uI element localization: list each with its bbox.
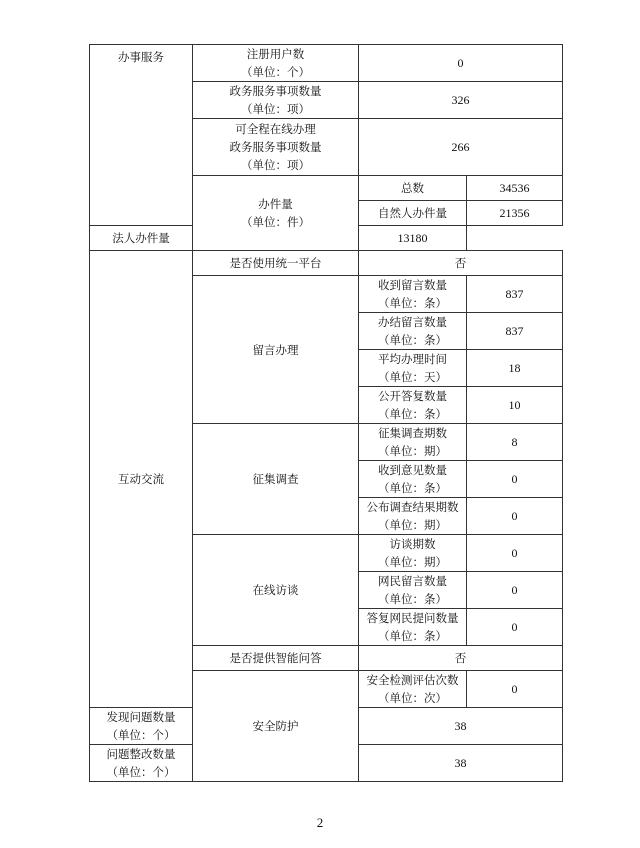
interview-metric-label bbox=[359, 609, 467, 646]
label-line: 公布调查结果期数 bbox=[366, 500, 459, 514]
survey-metric-label bbox=[359, 461, 467, 498]
interview-metric-label bbox=[359, 572, 467, 609]
message-metric-label bbox=[359, 276, 467, 313]
security-metric-value: 38 bbox=[359, 745, 563, 782]
label-line: 公开答复数量 bbox=[378, 389, 447, 403]
messages-label: 留言办理 bbox=[193, 276, 359, 424]
unit-line: （单位：个） bbox=[241, 65, 310, 79]
unit-line: （单位：条） bbox=[378, 592, 447, 606]
message-metric-value: 837 bbox=[467, 276, 563, 313]
handled-total-value: 34536 bbox=[467, 176, 563, 201]
label-line: 收到意见数量 bbox=[378, 463, 447, 477]
handled-label bbox=[193, 176, 359, 251]
message-metric-value: 10 bbox=[467, 387, 563, 424]
label-line: 安全检测评估次数 bbox=[366, 673, 459, 687]
unit-line: （单位：项） bbox=[241, 158, 310, 172]
message-metric-label bbox=[359, 350, 467, 387]
unit-line: （单位：项） bbox=[241, 102, 310, 116]
unit-line: （单位：件） bbox=[241, 215, 310, 229]
section-interaction bbox=[90, 251, 193, 708]
interview-label: 在线访谈 bbox=[193, 535, 359, 646]
security-metric-label bbox=[359, 671, 467, 708]
handled-total-label: 总数 bbox=[359, 176, 467, 201]
handled-person-value: 21356 bbox=[467, 201, 563, 226]
message-metric-label bbox=[359, 387, 467, 424]
label-line: 政务服务事项数量 bbox=[229, 84, 322, 98]
unit-line: （单位：期） bbox=[378, 518, 447, 532]
unit-line: （单位：条） bbox=[378, 407, 447, 421]
survey-metric-label bbox=[359, 424, 467, 461]
unit-line: （单位：次） bbox=[378, 691, 447, 705]
online-items-value: 266 bbox=[359, 119, 563, 176]
label-line: 办结留言数量 bbox=[378, 315, 447, 329]
section-service bbox=[90, 45, 193, 226]
smart-qa-label: 是否提供智能问答 bbox=[193, 646, 359, 671]
message-metric-value: 837 bbox=[467, 313, 563, 350]
message-metric-label bbox=[359, 313, 467, 350]
handled-legal-value: 13180 bbox=[359, 226, 467, 251]
service-items-value: 326 bbox=[359, 82, 563, 119]
online-items-label bbox=[193, 119, 359, 176]
label-line: 政务服务事项数量 bbox=[229, 140, 322, 154]
unit-line: （单位：天） bbox=[378, 370, 447, 384]
page-number: 2 bbox=[316, 815, 324, 830]
unified-platform-value: 否 bbox=[359, 251, 563, 276]
security-metric-label bbox=[90, 745, 193, 782]
section-service-label: 办事服务 bbox=[118, 50, 164, 64]
label-line: 发现问题数量 bbox=[106, 710, 176, 724]
service-items-label bbox=[193, 82, 359, 119]
unit-line: （单位：个） bbox=[106, 728, 176, 742]
survey-label: 征集调查 bbox=[193, 424, 359, 535]
unit-line: （单位：条） bbox=[378, 296, 447, 310]
security-metric-value: 0 bbox=[467, 671, 563, 708]
registered-users-label bbox=[193, 45, 359, 82]
interview-metric-label bbox=[359, 535, 467, 572]
label-line: 网民留言数量 bbox=[378, 574, 447, 588]
handled-legal-label: 法人办件量 bbox=[90, 226, 193, 251]
unified-platform-label: 是否使用统一平台 bbox=[193, 251, 359, 276]
label-line: 征集调查期数 bbox=[378, 426, 447, 440]
label-line: 注册用户数 bbox=[246, 47, 305, 61]
smart-qa-value: 否 bbox=[359, 646, 563, 671]
interview-metric-value: 0 bbox=[467, 572, 563, 609]
interview-metric-value: 0 bbox=[467, 609, 563, 646]
unit-line: （单位：条） bbox=[378, 333, 447, 347]
label-line: 收到留言数量 bbox=[378, 278, 447, 292]
survey-metric-value: 8 bbox=[467, 424, 563, 461]
survey-metric-value: 0 bbox=[467, 498, 563, 535]
label-line: 访谈期数 bbox=[389, 537, 436, 551]
section-security-label: 安全防护 bbox=[252, 719, 299, 733]
label-line: 可全程在线办理 bbox=[235, 122, 316, 136]
handled-person-label: 自然人办件量 bbox=[359, 201, 467, 226]
message-metric-value: 18 bbox=[467, 350, 563, 387]
label-line: 答复网民提问数量 bbox=[366, 611, 459, 625]
section-security bbox=[193, 671, 359, 782]
unit-line: （单位：条） bbox=[378, 481, 447, 495]
unit-line: （单位：条） bbox=[378, 629, 447, 643]
label-line: 问题整改数量 bbox=[106, 747, 176, 761]
label-line: 平均办理时间 bbox=[378, 352, 447, 366]
survey-metric-value: 0 bbox=[467, 461, 563, 498]
survey-metric-label bbox=[359, 498, 467, 535]
security-metric-label bbox=[90, 708, 193, 745]
label-line: 办件量 bbox=[258, 197, 293, 211]
stats-table bbox=[89, 44, 563, 782]
unit-line: （单位：期） bbox=[378, 444, 447, 458]
registered-users-value: 0 bbox=[359, 45, 563, 82]
unit-line: （单位：期） bbox=[378, 555, 447, 569]
section-interaction-label: 互动交流 bbox=[118, 472, 164, 486]
security-metric-value: 38 bbox=[359, 708, 563, 745]
interview-metric-value: 0 bbox=[467, 535, 563, 572]
unit-line: （单位：个） bbox=[106, 765, 176, 779]
